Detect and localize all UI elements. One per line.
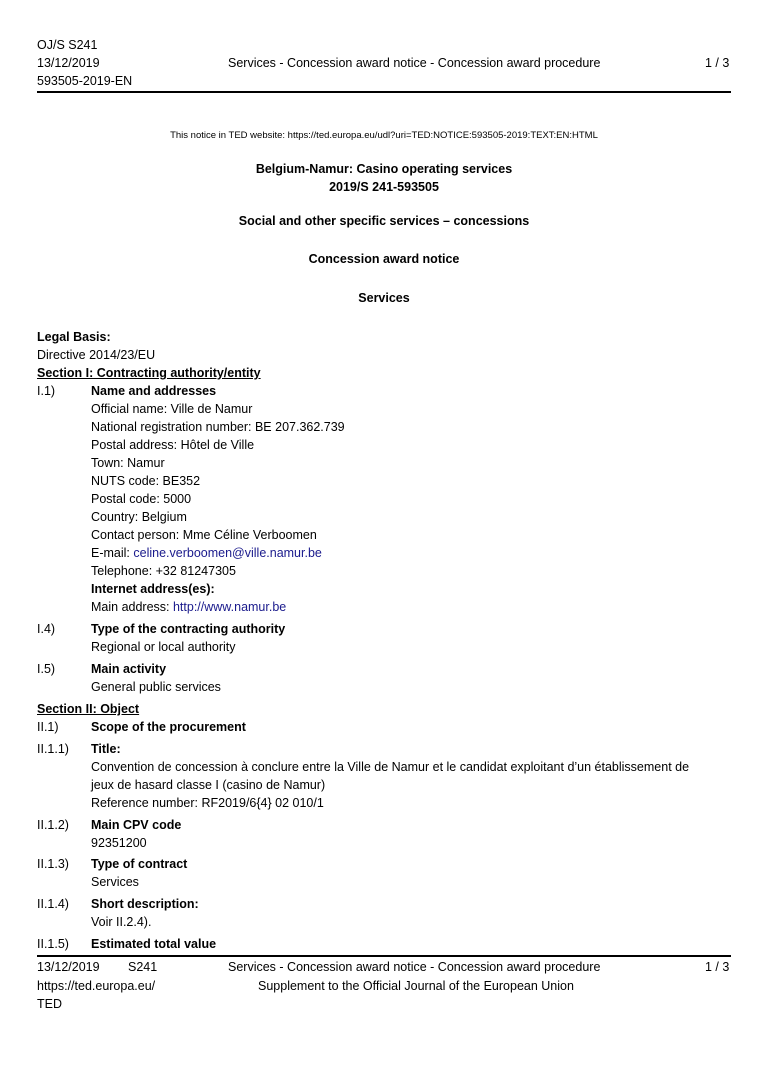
journal-ref: OJ/S S241 (37, 38, 98, 52)
official-name: Official name: Ville de Namur (91, 402, 253, 416)
footer-url[interactable]: https://ted.europa.eu/ (37, 979, 156, 993)
footer-series: S241 (128, 960, 158, 974)
section-number: II.1.4) (37, 897, 69, 911)
footer-title: Services - Concession award notice - Concession award procedure (228, 960, 601, 974)
authority-type: Regional or local authority (91, 640, 236, 654)
registration-number: National registration number: BE 207.362.739 (91, 420, 345, 434)
section-number: II.1.5) (37, 937, 69, 951)
main-address-label: Main address: (91, 600, 173, 614)
ted-website-link[interactable]: This notice in TED website: https://ted.europa.eu/udl?uri=TED:NOTICE:593505-2019:TEXT:EN:HTML (170, 130, 598, 141)
postal-code: Postal code: 5000 (91, 492, 192, 506)
page-number: 1 / 3 (705, 56, 730, 70)
cpv-code: 92351200 (91, 836, 147, 850)
section-1-title: Section I: Contracting authority/entity (37, 366, 261, 380)
legal-basis-label: Legal Basis: (37, 330, 111, 344)
notice-number: 2019/S 241-593505 (329, 180, 439, 194)
nuts-code: NUTS code: BE352 (91, 474, 201, 488)
section-heading: Title: (91, 742, 121, 756)
postal-address: Postal address: Hôtel de Ville (91, 438, 255, 452)
section-heading: Main CPV code (91, 818, 182, 832)
contact-person: Contact person: Mme Céline Verboomen (91, 528, 317, 542)
email-label: E-mail: (91, 546, 134, 560)
footer-ted: TED (37, 997, 62, 1011)
short-description: Voir II.2.4). (91, 915, 152, 929)
section-number: I.1) (37, 384, 56, 398)
main-activity: General public services (91, 680, 221, 694)
header-rule (37, 91, 731, 93)
section-number: I.4) (37, 622, 56, 636)
section-heading: Short description: (91, 897, 199, 911)
document-id: 593505-2019-EN (37, 74, 133, 88)
notice-type: Concession award notice (308, 252, 460, 266)
telephone: Telephone: +32 81247305 (91, 564, 236, 578)
title-text-line-2: jeux de hasard classe I (casino de Namur) (91, 778, 326, 792)
country: Country: Belgium (91, 510, 187, 524)
section-heading: Scope of the procurement (91, 720, 246, 734)
section-heading: Type of the contracting authority (91, 622, 286, 636)
footer-supplement: Supplement to the Official Journal of the European Union (258, 979, 574, 993)
footer-date: 13/12/2019 (37, 960, 100, 974)
town: Town: Namur (91, 456, 165, 470)
section-2-title: Section II: Object (37, 702, 140, 716)
header-title: Services - Concession award notice - Concession award procedure (228, 56, 601, 70)
footer-rule (37, 955, 731, 957)
footer-page: 1 / 3 (705, 960, 730, 974)
email-link[interactable]: celine.verboomen@ville.namur.be (133, 546, 322, 560)
legal-basis-value: Directive 2014/23/EU (37, 348, 156, 362)
title-text-line-1: Convention de concession à conclure entre la Ville de Namur et le candidat exploitant d’un établissement de (91, 760, 690, 774)
internet-heading: Internet address(es): (91, 582, 215, 596)
section-heading: Type of contract (91, 857, 188, 871)
section-number: II.1.2) (37, 818, 69, 832)
section-number: I.5) (37, 662, 56, 676)
notice-category: Social and other specific services – concessions (238, 214, 530, 228)
section-number: II.1.3) (37, 857, 69, 871)
section-heading: Name and addresses (91, 384, 217, 398)
email-line (91, 546, 322, 560)
notice-title: Belgium-Namur: Casino operating services (255, 162, 513, 176)
main-address-link[interactable]: http://www.namur.be (172, 600, 287, 614)
publication-date: 13/12/2019 (37, 56, 100, 70)
section-heading: Estimated total value (91, 937, 217, 951)
section-number: II.1.1) (37, 742, 69, 756)
contract-type-value: Services (91, 875, 139, 889)
contract-type: Services (358, 291, 410, 305)
main-address-line (91, 600, 286, 614)
section-number: II.1) (37, 720, 59, 734)
reference-number: Reference number: RF2019/6{4} 02 010/1 (91, 796, 324, 810)
section-heading: Main activity (91, 662, 167, 676)
